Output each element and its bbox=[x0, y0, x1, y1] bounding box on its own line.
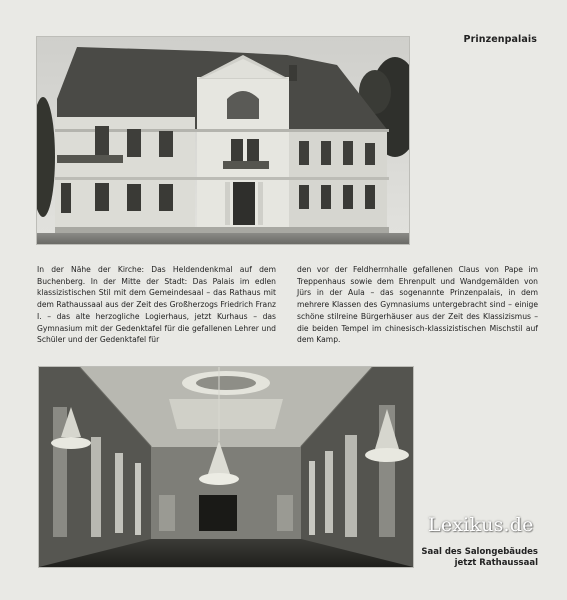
caption-line-2: jetzt Rathaussaal bbox=[454, 558, 538, 568]
rathaussaal-photo bbox=[39, 367, 413, 567]
rathaussaal-illustration bbox=[39, 367, 413, 567]
body-text-left-column: In der Nähe der Kirche: Das Heldendenkmal auf dem Buchenberg. In der Mitte der Stadt: Das Palais im edlen klassizistischen Stil mit dem Gemeindesaal – das Rathaus mit dem Rathaussaal aus der Zeit des Großherzogs Friedrich Franz I. – das alte herzogliche Logierhaus, jetzt Kurhaus – das Gymnasium mit der Gedenktafel für die gefallenen Lehrer und Schüler und der Gedenktafel für bbox=[37, 265, 276, 345]
page-heading: Prinzenpalais bbox=[463, 34, 537, 45]
prinzenpalais-illustration bbox=[37, 37, 409, 244]
prinzenpalais-photo bbox=[37, 37, 409, 244]
caption-line-1: Saal des Salongebäudes bbox=[421, 547, 538, 557]
photo-caption bbox=[421, 547, 538, 569]
body-text-right-column: den vor der Feldherrnhalle gefallenen Claus von Pape im Treppenhaus sowie dem Ehrenpult und Wandgemälden von Jürs in der Aula – das sogenannte Prinzenpalais, in dem mehrere Klassen des Gymnasiums untergebracht sind – einige schöne stilreine Bürgerhäuser aus der Zeit des Klassizismus – die beiden Tempel im chinesisch-klassizistischen Mischstil auf dem Kamp. bbox=[297, 265, 538, 345]
lexikus-watermark: Lexikus.de bbox=[428, 514, 534, 536]
